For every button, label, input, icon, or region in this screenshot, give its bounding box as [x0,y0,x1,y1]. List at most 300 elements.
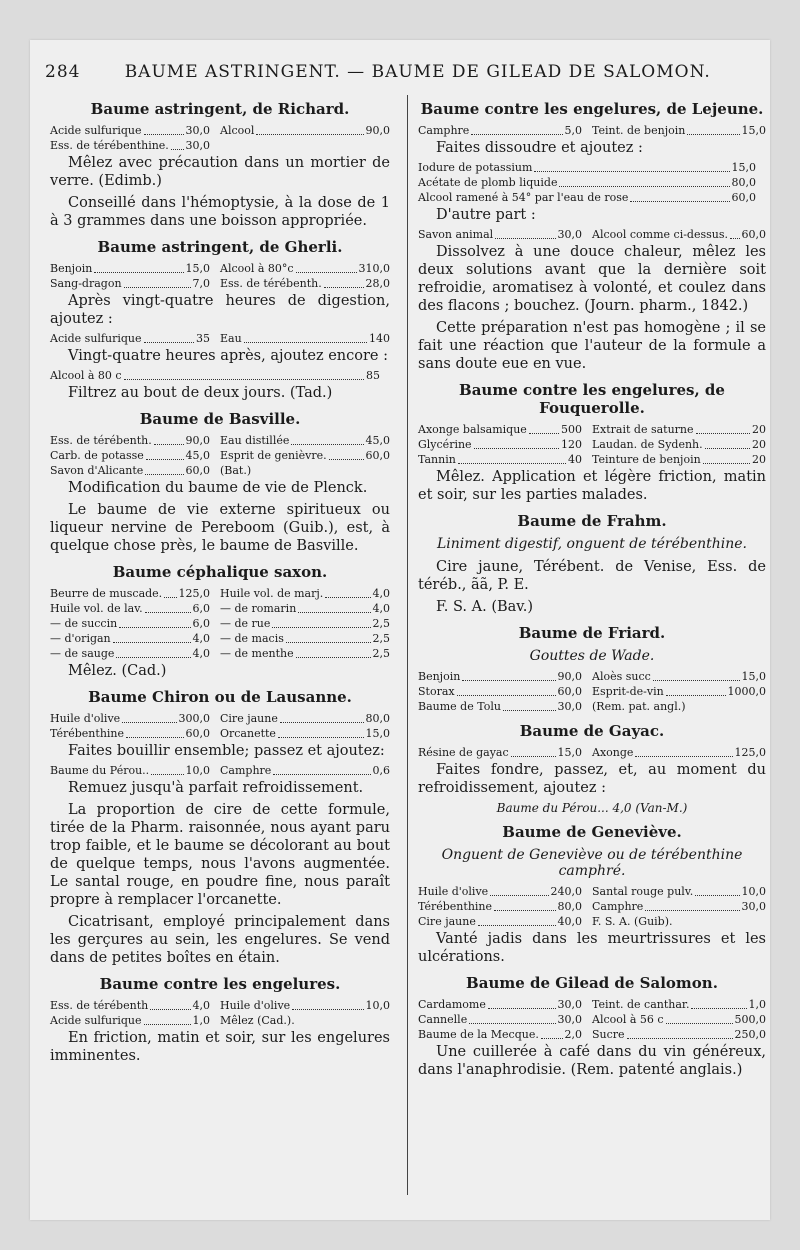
recipe-heading: Baume astringent, de Gherli. [97,238,343,256]
recipe-section [418,624,766,714]
ingredient-name: Baume de Tolu [418,700,501,713]
leader-dots [325,587,370,598]
ingredient [220,632,390,646]
leader-dots [529,423,559,434]
ingredient [220,124,390,138]
ingredient-row [418,438,766,452]
ingredient-quantity: 20 [752,423,766,436]
leader-dots [273,764,370,775]
ingredient-name: Eau [220,332,242,345]
ingredient-row [418,453,766,467]
ingredient-name: Teinture de benjoin [592,453,701,466]
leader-dots [144,1014,191,1025]
leader-dots [272,617,370,628]
ingredient [50,999,220,1013]
ingredient-row [50,1014,390,1028]
ingredient-name: Extrait de saturne [592,423,694,436]
ingredient-name: Alcool comme ci-dessus. [592,228,728,241]
leader-dots [627,1028,733,1039]
leader-dots [292,999,363,1010]
ingredient-quantity: 6,0 [192,602,210,615]
recipe-heading: Baume Chiron ou de Lausanne. [88,688,352,706]
ingredient [50,764,220,778]
ingredient [220,999,390,1013]
paragraph: Mêlez avec précaution dans un mortier de verre. (Edimb.) [50,155,390,189]
ingredient-name: Ess. de térébenth. [50,434,152,447]
ingredient-row [418,900,766,914]
recipe-heading: Baume céphalique saxon. [112,563,328,581]
leader-dots [490,885,548,896]
ingredient-name: Térébenthine [418,900,493,913]
ingredient-name: Acide sulfurique [50,1014,142,1027]
left-column [50,95,390,1195]
ingredient-name: Huile d'olive [50,712,121,725]
recipe-section [50,688,390,967]
ingredient-quantity: 300,0 [178,712,210,725]
ingredient-name: Résine de gayac [418,746,509,759]
ingredient-row [50,632,390,646]
ingredient-quantity: 20 [752,438,766,451]
leader-dots [324,277,364,288]
ingredient [50,602,220,616]
ingredient-name: (Bat.) [220,464,252,477]
ingredient-quantity: 45,0 [185,449,210,462]
leader-dots [244,332,367,343]
ingredient [418,746,592,760]
ingredient-name: — de romarin [220,602,297,615]
ingredient [592,685,766,699]
ingredient-quantity: 0,6 [372,764,390,777]
paragraph: Vanté jadis dans les meurtrissures et les ulcérations. [418,931,766,965]
ingredient [220,602,390,616]
ingredient-quantity: 10,0 [365,999,390,1012]
ingredient-name: (Rem. pat. angl.) [592,700,686,713]
ingredient-name: Orcanette [220,727,276,740]
ingredient-quantity: 60,0 [185,464,210,477]
recipe-heading: Baume contre les engelures. [99,975,341,993]
leader-dots [329,449,364,460]
leader-dots [705,438,750,449]
ingredient [592,453,766,467]
leader-dots [488,998,556,1009]
ingredient [50,262,220,276]
ingredient [50,434,220,448]
ingredient-row [50,262,390,276]
ingredient-quantity: 7,0 [192,277,210,290]
ingredient-row [418,423,766,437]
ingredient-quantity: 28,0 [365,277,390,290]
ingredient-name: Cire jaune [418,915,476,928]
ingredient-quantity: 30,0 [185,124,210,137]
ingredient-quantity: 60,0 [365,449,390,462]
ingredient-name: — de succin [50,617,118,630]
ingredient [418,885,592,899]
ingredient [220,712,390,726]
leader-dots [278,727,364,738]
ingredient [592,423,766,437]
ingredient-quantity: 4,0 [192,647,210,660]
ingredient-name: Cannelle [418,1013,468,1026]
ingredient-name: Acide sulfurique [50,124,142,137]
ingredient-row [50,602,390,616]
ingredient [418,1028,592,1042]
ingredient-name: Savon animal [418,228,494,241]
recipe-section [418,381,766,504]
ingredient-row [50,434,390,448]
ingredient [592,670,766,684]
ingredient-name: Savon d'Alicante [50,464,144,477]
ingredient-name: Cire jaune [220,712,278,725]
paragraph: Vingt-quatre heures après, ajoutez encore : [68,348,388,364]
ingredient-quantity: 40 [568,453,582,466]
ingredient-name: Camphre [592,900,644,913]
ingredient [418,900,592,914]
ingredient-name: Benjoin [50,262,93,275]
ingredient-quantity: 125,0 [734,746,766,759]
paragraph: Mêlez. (Cad.) [68,663,167,679]
recipe-heading: Baume de Basville. [139,410,301,428]
paragraph: En friction, matin et soir, sur les engelures imminentes. [50,1030,390,1064]
leader-dots [119,617,190,628]
ingredient-quantity: 10,0 [741,885,766,898]
ingredient-quantity: 90,0 [365,124,390,137]
ingredient [418,453,592,467]
ingredient-quantity: 125,0 [178,587,210,600]
recipe-section [418,974,766,1079]
ingredient-name: Baume du Pérou.. [50,764,150,777]
paragraph: Faites dissoudre et ajoutez : [436,140,643,156]
ingredient-quantity: 85 [366,369,380,382]
leader-dots [534,161,729,172]
ingredient [418,438,592,452]
leader-dots [280,712,364,723]
ingredient [50,712,220,726]
ingredient [50,277,220,291]
column-divider [407,95,408,1195]
leader-dots [94,262,183,273]
ingredient-row [418,670,766,684]
recipe-heading: Baume de Geneviève. [502,823,682,841]
ingredient-name: — d'origan [50,632,111,645]
ingredient-quantity: 2,5 [372,632,390,645]
leader-dots [296,262,357,273]
leader-dots [478,915,556,926]
recipe-subtitle: Gouttes de Wade. [529,648,655,664]
ingredient [592,746,766,760]
ingredient-quantity: 30,0 [741,900,766,913]
ingredient-quantity: 15,0 [741,670,766,683]
ingredient [592,900,766,914]
ingredient [592,998,766,1012]
leader-dots [116,647,190,658]
ingredient-quantity: 90,0 [557,670,582,683]
leader-dots [164,587,176,598]
ingredient-name: Alcool [220,124,255,137]
ingredient-quantity: 250,0 [734,1028,766,1041]
ingredient [418,998,592,1012]
ingredient-quantity: 2,5 [372,647,390,660]
recipe-section [418,823,766,966]
ingredient [220,764,390,778]
leader-dots [645,900,739,911]
leader-dots [291,434,363,445]
ingredient-quantity: 30,0 [557,228,582,241]
ingredient [50,464,220,478]
ingredient [418,161,766,175]
recipe-addition: Baume du Pérou... 4,0 (Van-M.) [496,801,688,815]
ingredient-name: Esprit-de-vin [592,685,664,698]
leader-dots [457,685,556,696]
ingredient-name: Camphre [418,124,470,137]
leader-dots [730,228,740,239]
ingredient-quantity: 80,0 [365,712,390,725]
ingredient-name: Teint. de canthar. [592,998,690,1011]
recipe-section [50,410,390,555]
ingredient-name: — de sauge [50,647,115,660]
ingredient-name: Acétate de plomb liquide [418,176,558,189]
leader-dots [122,712,176,723]
ingredient-row [418,746,766,760]
leader-dots [469,1013,555,1024]
leader-dots [154,434,184,445]
ingredient-row [50,124,390,138]
ingredient [220,464,390,478]
ingredient-name: Cardamome [418,998,486,1011]
leader-dots [458,453,566,464]
ingredient-row [50,139,390,153]
paragraph: Cire jaune, Térébent. de Venise, Ess. de téréb., ãã, P. E. [418,559,766,593]
recipe-heading: Baume de Gilead de Salomon. [466,974,718,992]
ingredient [418,700,592,714]
paragraph: Dissolvez à une douce chaleur, mêlez les deux solutions avant que la dernière soit refroidie, aromatisez à volonté, et coulez dans des flacons ; bouchez. (Journ. pharm., 1842.) [418,244,766,314]
ingredient-row [50,764,390,778]
ingredient-quantity: 2,0 [564,1028,582,1041]
leader-dots [687,124,739,135]
leader-dots [653,670,740,681]
ingredient [592,885,766,899]
recipe-heading: Baume astringent, de Richard. [90,100,350,118]
ingredient [418,176,766,190]
ingredient-quantity: 60,0 [741,228,766,241]
ingredient-row [418,685,766,699]
running-header [45,62,755,82]
ingredient [418,228,592,242]
leader-dots [691,998,746,1009]
leader-dots [124,277,191,288]
ingredient-name: Alcool à 56 c [592,1013,664,1026]
ingredient-quantity: 10,0 [185,764,210,777]
leader-dots [150,999,190,1010]
ingredient-name: Camphre [220,764,272,777]
ingredient-name: Térébenthine [50,727,125,740]
ingredient [50,332,220,346]
ingredient-quantity: 500,0 [734,1013,766,1026]
paragraph: Le baume de vie externe spiritueux ou liqueur nervine de Pereboom (Guib.), est, à quelque chose près, le baume de Basville. [50,502,390,554]
recipe-section [50,975,390,1065]
ingredient-row [50,369,390,383]
ingredient [418,685,592,699]
ingredient-row [418,1013,766,1027]
leader-dots [286,632,371,643]
ingredient-quantity: 500 [561,423,582,436]
ingredient-name: Ess. de térébenthine. [50,139,169,152]
leader-dots [559,176,729,187]
recipe-heading: Baume contre les engelures, de Lejeune. [420,100,764,118]
ingredient-name: Glycérine [418,438,472,451]
ingredient-row [418,176,766,190]
ingredient-quantity: 30,0 [557,998,582,1011]
ingredient-name: Alcool ramené à 54° par l'eau de rose [418,191,629,204]
ingredient-quantity: 6,0 [192,617,210,630]
ingredient-quantity: 240,0 [550,885,582,898]
ingredient-quantity: 4,0 [372,602,390,615]
ingredient [220,332,390,346]
paragraph: D'autre part : [436,207,536,223]
leader-dots [511,746,556,757]
ingredient-row [50,999,390,1013]
ingredient-row [418,124,766,138]
ingredient [592,915,766,929]
ingredient-quantity: 4,0 [192,632,210,645]
ingredient-name: — de menthe [220,647,294,660]
ingredient-name: Aloès succ [592,670,651,683]
paragraph: Filtrez au bout de deux jours. (Tad.) [68,385,333,401]
leader-dots [696,423,750,434]
ingredient-quantity: 60,0 [731,191,756,204]
paragraph: Faites bouillir ensemble; passez et ajoutez: [68,743,385,759]
ingredient-quantity: 30,0 [557,700,582,713]
ingredient-name: Ess. de térébenth. [220,277,322,290]
ingredient [592,438,766,452]
ingredient [50,124,220,138]
ingredient-name: Carb. de potasse [50,449,144,462]
ingredient-row [418,191,766,205]
ingredient-row [50,647,390,661]
leader-dots [541,1028,563,1039]
ingredient-quantity: 15,0 [365,727,390,740]
ingredient [592,1028,766,1042]
ingredient-name: Beurre de muscade. [50,587,163,600]
ingredient [592,1013,766,1027]
ingredient-quantity: 15,0 [731,161,756,174]
leader-dots [144,332,195,343]
paragraph: Mêlez. Application et légère friction, matin et soir, sur les parties malades. [418,469,766,503]
ingredient [592,228,766,242]
ingredient-row [418,228,766,242]
ingredient-name: Huile vol. de lav. [50,602,143,615]
ingredient [50,449,220,463]
ingredient [418,423,592,437]
ingredient-quantity: 15,0 [557,746,582,759]
leader-dots [113,632,191,643]
ingredient-row [418,998,766,1012]
ingredient-name: Axonge [592,746,634,759]
ingredient-name: — de rue [220,617,271,630]
running-title: BAUME ASTRINGENT. — BAUME DE GILEAD DE SALOMON. [124,62,711,82]
recipe-heading: Baume de Friard. [518,624,666,642]
ingredient [220,587,390,601]
paragraph: Après vingt-quatre heures de digestion, ajoutez : [50,293,390,327]
leader-dots [171,139,184,150]
paragraph: Une cuillerée à café dans du vin généreux, dans l'anaphrodisie. (Rem. patenté anglais.) [418,1044,766,1078]
ingredient-row [418,1028,766,1042]
leader-dots [124,369,364,380]
leader-dots [298,602,370,613]
paragraph: Faites fondre, passez, et, au moment du refroidissement, ajoutez : [418,762,766,796]
ingredient [220,139,390,153]
ingredient [418,670,592,684]
paragraph: Modification du baume de vie de Plenck. [68,480,368,496]
ingredient-quantity: 2,5 [372,617,390,630]
ingredient-quantity: 80,0 [557,900,582,913]
ingredient [220,1014,390,1028]
recipe-heading: Baume de Frahm. [517,512,667,530]
ingredient [592,700,766,714]
leader-dots [145,464,183,475]
leader-dots [256,124,363,135]
ingredient-quantity: 15,0 [741,124,766,137]
ingredient-name: Teint. de benjoin [592,124,686,137]
ingredient-row [50,464,390,478]
leader-dots [474,438,559,449]
ingredient-name: Acide sulfurique [50,332,142,345]
ingredient-quantity: 4,0 [372,587,390,600]
ingredient-row [50,449,390,463]
leader-dots [126,727,183,738]
ingredient [50,139,220,153]
leader-dots [695,885,739,896]
ingredient-quantity: 40,0 [557,915,582,928]
paragraph: La proportion de cire de cette formule, tirée de la Pharm. raisonnée, nous ayant paru trop faible, et le baume se décolorant au bout de quelque temps, nous l'avons augmentée. Le santal rouge, en poudre fine, nous paraît propre à remplacer l'orcanette. [50,802,390,908]
ingredient-name: Axonge balsamique [418,423,527,436]
ingredient-name: Tannin [418,453,456,466]
ingredient-row [50,617,390,631]
ingredient-quantity: 60,0 [185,727,210,740]
ingredient-quantity: 1,0 [748,998,766,1011]
ingredient-row [418,700,766,714]
ingredient-name: Ess. de térébenth [50,999,149,1012]
ingredient [418,191,766,205]
ingredient [220,262,390,276]
ingredient [220,277,390,291]
ingredient-name: Sang-dragon [50,277,122,290]
ingredient-row [418,161,766,175]
ingredient [50,632,220,646]
ingredient [220,647,390,661]
leader-dots [146,449,184,460]
recipe-heading: Baume de Gayac. [519,722,665,740]
ingredient-quantity: 20 [752,453,766,466]
ingredient-quantity: 80,0 [731,176,756,189]
recipe-section [50,238,390,402]
paragraph: F. S. A. (Bav.) [436,599,534,615]
ingredient-quantity: 35 [196,332,210,345]
ingredient-row [418,885,766,899]
ingredient-name: Santal rouge pulv. [592,885,694,898]
ingredient-name: Huile d'olive [220,999,291,1012]
leader-dots [151,764,183,775]
ingredient-quantity: 45,0 [365,434,390,447]
ingredient-name: Iodure de potassium [418,161,533,174]
ingredient-quantity: 90,0 [185,434,210,447]
recipe-section [418,512,766,616]
ingredient [418,915,592,929]
ingredient-quantity: 15,0 [185,262,210,275]
ingredient-name: Benjoin [418,670,461,683]
right-column [418,95,766,1195]
ingredient [50,1014,220,1028]
ingredient-row [50,712,390,726]
